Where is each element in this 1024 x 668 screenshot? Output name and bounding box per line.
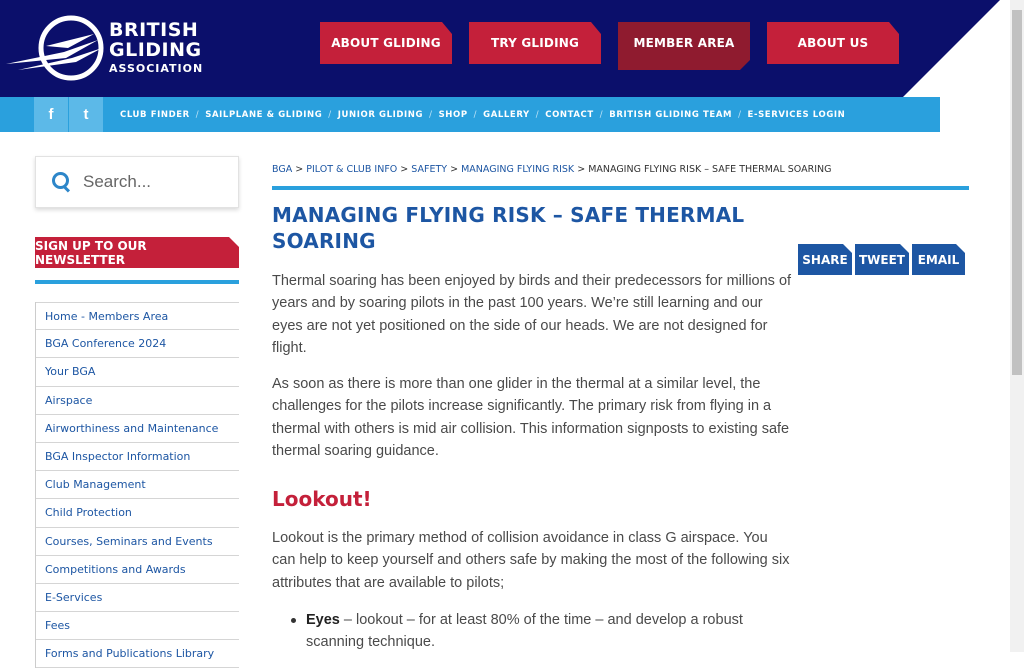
page-scrollbar[interactable] <box>1010 0 1024 652</box>
subnav-shop[interactable]: SHOP <box>438 109 468 120</box>
subnav-separator: / <box>195 109 200 120</box>
subnav-contact[interactable]: CONTACT <box>545 109 594 120</box>
subnav-separator: / <box>599 109 604 120</box>
search-box <box>35 156 239 208</box>
article-paragraph: Thermal soaring has been enjoyed by birds and their predecessors for millions of years and by soaring pilots in the past 100 years. We’re still learning and our eyes are not yet positioned on the side of our heads. We are not designed for flight. <box>272 273 792 356</box>
bullet-dot <box>291 618 296 623</box>
search-input[interactable] <box>83 172 233 192</box>
nav-about-us[interactable]: ABOUT US <box>767 22 899 64</box>
subnav-sailplane-gliding[interactable]: SAILPLANE & GLIDING <box>205 109 323 120</box>
search-icon[interactable] <box>51 171 73 193</box>
breadcrumb-pilot-club-info[interactable]: PILOT & CLUB INFO <box>306 164 398 175</box>
sidebar-item-bga-inspector[interactable]: BGA Inspector Information <box>36 443 239 471</box>
sidebar-item-airspace[interactable]: Airspace <box>36 387 239 415</box>
sidebar-item-airworthiness[interactable]: Airworthiness and Maintenance <box>36 415 239 443</box>
subnav-junior-gliding[interactable]: JUNIOR GLIDING <box>337 109 424 120</box>
subnav-club-finder[interactable]: CLUB FINDER <box>120 109 190 120</box>
nav-member-area[interactable]: MEMBER AREA <box>618 22 750 70</box>
subnav-separator: / <box>429 109 433 120</box>
subnav-gallery[interactable]: GALLERY <box>483 109 530 120</box>
subnav-british-gliding-team[interactable]: BRITISH GLIDING TEAM <box>609 109 733 120</box>
bullet-text: – lookout – for at least 80% of the time – and develop a robust scanning technique. <box>306 612 743 651</box>
breadcrumb-separator: > <box>295 164 304 175</box>
breadcrumb-bga[interactable]: BGA <box>272 164 293 175</box>
breadcrumb-current: MANAGING FLYING RISK – SAFE THERMAL SOARING <box>588 164 832 175</box>
subnav-eservices-login[interactable]: E-SERVICES LOGIN <box>747 109 846 120</box>
bullet-list <box>306 609 786 654</box>
sidebar-item-bga-conference-2024[interactable]: BGA Conference 2024 <box>36 330 239 358</box>
sidebar-item-eservices[interactable]: E-Services <box>36 584 239 612</box>
brand-name[interactable] <box>109 21 203 74</box>
breadcrumb-separator: > <box>400 164 409 175</box>
brand-line-2: GLIDING <box>109 39 202 61</box>
content-divider <box>272 186 969 190</box>
secondary-nav <box>120 97 845 132</box>
sidebar-item-club-management[interactable]: Club Management <box>36 471 239 499</box>
email-button[interactable]: EMAIL <box>912 244 965 275</box>
breadcrumb <box>272 164 831 175</box>
sidebar-item-home-members-area[interactable]: Home - Members Area <box>36 302 239 330</box>
sidebar-divider <box>35 280 239 284</box>
subnav-separator: / <box>738 109 742 120</box>
tweet-button[interactable]: TWEET <box>855 244 909 275</box>
facebook-icon[interactable]: f <box>34 97 68 132</box>
breadcrumb-separator: > <box>577 164 586 175</box>
share-button[interactable]: SHARE <box>798 244 852 275</box>
nav-about-gliding[interactable]: ABOUT GLIDING <box>320 22 452 64</box>
article-paragraph: Lookout is the primary method of collision avoidance in class G airspace. You can help to keep yourself and others safe by making the most of the following six attributes that are available to pilots; <box>272 530 790 591</box>
article-paragraph: As soon as there is more than one glider in the thermal at a similar level, the challenges for the pilots increase significantly. The primary risk from flying in a thermal with others is mid air collision. This information signposts to existing safe thermal soaring guidance. <box>272 376 790 459</box>
sidebar-menu <box>35 302 239 668</box>
scrollbar-thumb[interactable] <box>1012 10 1022 375</box>
list-item <box>306 609 786 654</box>
subnav-separator: / <box>328 109 332 120</box>
subnav-separator: / <box>535 109 540 120</box>
newsletter-signup-button[interactable]: SIGN UP TO OUR NEWSLETTER <box>35 237 239 268</box>
sidebar-item-courses-seminars[interactable]: Courses, Seminars and Events <box>36 528 239 556</box>
sidebar-item-forms-publications[interactable]: Forms and Publications Library <box>36 640 239 668</box>
twitter-icon[interactable]: t <box>69 97 103 132</box>
page-title: MANAGING FLYING RISK – SAFE THERMAL SOARING <box>272 203 745 253</box>
sidebar-item-fees[interactable]: Fees <box>36 612 239 640</box>
sidebar-item-competitions-awards[interactable]: Competitions and Awards <box>36 556 239 584</box>
brand-line-3: ASSOCIATION <box>109 62 204 75</box>
brand-line-1: BRITISH <box>109 19 199 41</box>
breadcrumb-separator: > <box>450 164 459 175</box>
sidebar-item-your-bga[interactable]: Your BGA <box>36 358 239 386</box>
subnav-separator: / <box>473 109 478 120</box>
sidebar-item-child-protection[interactable]: Child Protection <box>36 499 239 527</box>
breadcrumb-managing-flying-risk[interactable]: MANAGING FLYING RISK <box>461 164 575 175</box>
section-heading-lookout: Lookout! <box>272 487 372 511</box>
nav-try-gliding[interactable]: TRY GLIDING <box>469 22 601 64</box>
bullet-bold-term: Eyes <box>306 612 340 628</box>
breadcrumb-safety[interactable]: SAFETY <box>411 164 448 175</box>
